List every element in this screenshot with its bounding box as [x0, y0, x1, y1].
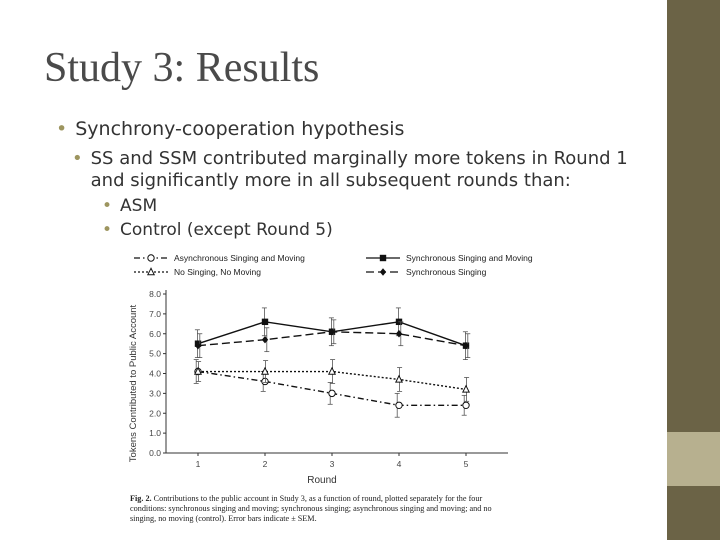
- data-point: [329, 368, 335, 374]
- bullet-text: Control (except Round 5): [120, 220, 333, 240]
- bullet-text: ASM: [120, 196, 158, 216]
- figure: [120, 248, 533, 528]
- data-point: [396, 376, 402, 382]
- series-line: [198, 372, 466, 406]
- legend-label: Synchronous Singing and Moving: [406, 253, 533, 263]
- data-point: [262, 336, 268, 343]
- caption-label: Fig. 2.: [130, 494, 152, 503]
- slide-title: Study 3: Results: [44, 45, 320, 91]
- x-axis-title: Round: [307, 475, 337, 486]
- bullet-marker: •: [102, 220, 113, 240]
- bullet-marker: •: [102, 196, 113, 216]
- bullet-list: [56, 118, 656, 240]
- bullet-text: Synchrony-cooperation hypothesis: [75, 118, 405, 140]
- bullet-level-3: [102, 220, 656, 240]
- sidebar-decoration-bottom: [667, 486, 720, 540]
- data-point: [262, 378, 268, 384]
- y-tick-label: 5.0: [149, 348, 161, 359]
- caption-text: Contributions to the public account in Study 3, as a function of round, plotted separately for the four conditions: synchronous singing and moving; synchronous singing; asynchronous singing and moving; and no singing, no moving (control). Error bars indicate ± SEM.: [130, 494, 492, 523]
- sidebar-accent-block: [667, 432, 720, 486]
- figure-caption: [130, 494, 518, 524]
- line-chart: [120, 248, 533, 492]
- y-tick-label: 8.0: [149, 289, 161, 299]
- bullet-text: SS and SSM contributed marginally more tokens in Round 1 and significantly more in all subsequent rounds than:: [90, 148, 628, 191]
- legend-marker: [148, 255, 154, 261]
- data-point: [329, 390, 335, 396]
- bullet-level-2: [72, 148, 656, 192]
- legend-marker: [380, 268, 386, 275]
- data-point: [463, 386, 469, 392]
- bullet-level-3: [102, 196, 656, 216]
- legend-marker: [148, 268, 154, 274]
- y-tick-label: 7.0: [149, 308, 161, 319]
- bullet-marker: •: [56, 118, 68, 140]
- data-point: [262, 319, 268, 325]
- x-tick-label: 3: [329, 459, 335, 469]
- x-tick-label: 1: [195, 459, 201, 469]
- data-point: [463, 402, 469, 408]
- y-axis-title: Tokens Contributed to Public Account: [128, 304, 139, 463]
- x-tick-label: 2: [262, 459, 268, 469]
- data-point: [396, 330, 402, 337]
- x-tick-label: 5: [463, 459, 469, 469]
- bullet-marker: •: [72, 148, 83, 169]
- y-tick-label: 1.0: [149, 428, 161, 439]
- legend-label: No Singing, No Moving: [174, 267, 261, 277]
- y-tick-label: 2.0: [149, 408, 161, 419]
- data-point: [396, 402, 402, 408]
- y-tick-label: 4.0: [149, 368, 161, 379]
- legend-label: Synchronous Singing: [406, 267, 487, 277]
- y-tick-label: 6.0: [149, 328, 161, 339]
- y-tick-label: 0.0: [149, 448, 161, 458]
- legend-label: Asynchronous Singing and Moving: [174, 253, 305, 263]
- bullet-level-1: [56, 118, 656, 140]
- sidebar-decoration: [667, 0, 720, 432]
- y-tick-label: 3.0: [149, 388, 161, 399]
- legend-marker: [380, 255, 386, 261]
- x-tick-label: 4: [396, 459, 402, 469]
